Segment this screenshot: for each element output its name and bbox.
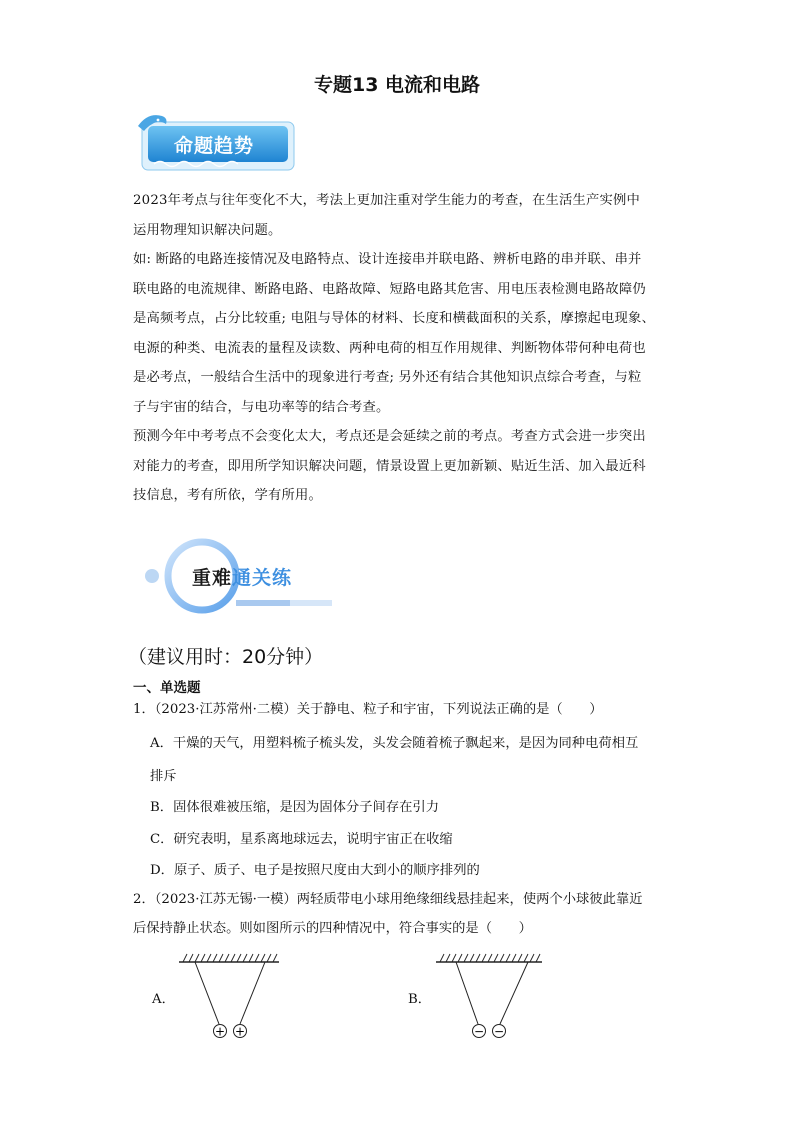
intro-line: 2023年考点与往年变化不大，考法上更加注重对学生能力的考查，在生活生产实例中 — [133, 193, 641, 208]
hanging-balls-diagram-b — [432, 952, 547, 1042]
section-heading: 一、单选题 — [133, 680, 201, 696]
thread — [240, 962, 265, 1024]
question-2-option-a-label: A． — [152, 992, 175, 1007]
thread — [195, 962, 219, 1024]
trend-badge — [136, 112, 296, 174]
intro-line: 电源的种类、电流表的量程及读数、两种电荷的相互作用规律、判断物体带何种电荷也 — [133, 340, 646, 356]
question-1-stem: 1．（2023·江苏常州·二模）关于静电、粒子和宇宙，下列说法正确的是（ ） — [133, 702, 603, 717]
question-1-option-a: A．干燥的天气，用塑料梳子梳头发，头发会随着梳子飘起来，是因为同种电荷相互 — [150, 736, 639, 751]
trend-badge-label: 命题趋势 — [174, 135, 255, 157]
intro-line: 如: 断路的电路连接情况及电路特点、设计连接串并联电路、辨析电路的串并联、串并 — [133, 252, 642, 267]
question-1-option-c: C．研究表明，星系离地球远去，说明宇宙正在收缩 — [150, 832, 453, 847]
practice-banner-part2: 通关练 — [232, 567, 293, 589]
question-1-option-d: D．原子、质子、电子是按照尺度由大到小的顺序排列的 — [150, 863, 480, 878]
question-2-option-b-label: B． — [408, 992, 432, 1007]
intro-line: 技信息，考有所依，学有所用。 — [133, 488, 322, 503]
charge-sign: + — [234, 1024, 246, 1039]
charge-sign: − — [473, 1024, 485, 1039]
diagram-a — [175, 952, 285, 1042]
intro-line: 是必考点，一般结合生活中的现象进行考查; 另外还有结合其他知识点综合考查，与粒 — [133, 370, 642, 385]
practice-banner — [140, 538, 340, 614]
page-title: 专题13 电流和电路 — [313, 74, 481, 96]
question-2-stem-line2: 后保持静止状态。则如图所示的四种情况中，符合事实的是（ ） — [133, 921, 532, 936]
practice-banner-part1: 重难 — [192, 567, 233, 589]
intro-line: 运用物理知识解决问题。 — [133, 222, 282, 238]
time-hint: （建议用时：20分钟） — [128, 646, 324, 668]
intro-paragraph — [133, 186, 663, 511]
practice-banner-label — [192, 563, 292, 590]
intro-line: 对能力的考查，即用所学知识解决问题，情景设置上更加新颖、贴近生活、加入最近科 — [133, 458, 646, 474]
question-2-stem-line1: 2．（2023·江苏无锡·一模）两轻质带电小球用绝缘细线悬挂起来，使两个小球彼此靠近 — [133, 892, 643, 907]
question-1-option-a-cont: 排斥 — [150, 769, 177, 784]
charge-sign: + — [214, 1024, 226, 1039]
intro-line: 联电路的电流规律、断路电路、电路故障、短路电路其危害、用电压表检测电路故障仍 — [133, 281, 646, 297]
question-1-option-b: B．固体很难被压缩，是因为固体分子间存在引力 — [150, 800, 440, 815]
hanging-balls-diagram-a — [175, 952, 285, 1042]
thread — [456, 962, 478, 1024]
charge-sign: − — [493, 1024, 505, 1039]
diagram-b — [432, 952, 547, 1042]
thread — [500, 962, 528, 1024]
intro-line: 子与宇宙的结合，与电功率等的结合考查。 — [133, 399, 390, 415]
intro-line: 预测今年中考考点不会变化太大，考点还是会延续之前的考点。考查方式会进一步突出 — [133, 429, 646, 444]
intro-line: 是高频考点，占分比较重; 电阻与导体的材料、长度和横截面积的关系，摩擦起电现象、 — [133, 311, 655, 326]
